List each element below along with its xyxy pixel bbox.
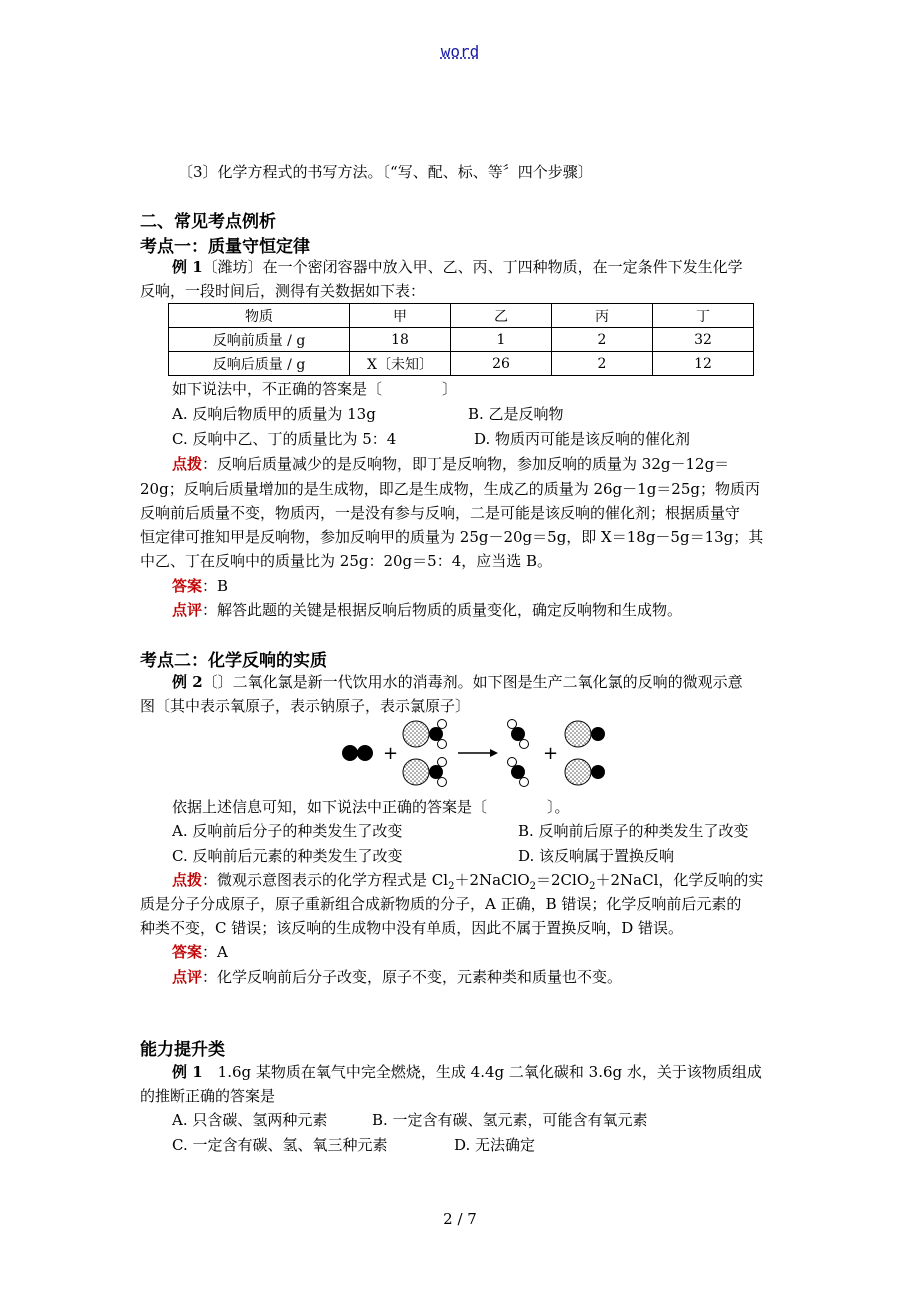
kp1-comment	[172, 599, 682, 621]
kp1-hint-line4: 恒定律可推知甲是反响物，参加反响甲的质量为 25g－20g＝5g，即 X＝18g－5g＝13g；其	[140, 528, 764, 546]
kp1-answer-label: 答案	[172, 577, 203, 595]
kp2-hint-text1d: ＋2NaCl，化学反响的实	[595, 871, 764, 889]
kp1-option-c: C. 反响中乙、丁的质量比为 5：4	[172, 430, 397, 448]
reaction-arrow	[458, 749, 498, 757]
kp1-option-a: A. 反响后物质甲的质量为 13g	[172, 405, 376, 423]
kp2-comment-label: 点评	[172, 968, 203, 986]
kp1-comment-text: ：解答此题的关键是根据反响后物质的质量变化，确定反响物和生成物。	[202, 601, 683, 619]
kp2-question: 依据上述信息可知，如下说法中正确的答案是〔 〕。	[172, 798, 570, 816]
chlorine-molecule	[342, 745, 373, 761]
table-header-row	[169, 304, 754, 328]
sodium-chloride-molecule	[565, 721, 605, 747]
kp2-example-label: 例 2	[172, 673, 203, 691]
table-cell: 26	[451, 352, 552, 376]
kp2-example-text1: 〔〕二氧化氯是新一代饮用水的消毒剂。如下图是生产二氧化氯的反响的微观示意	[202, 673, 743, 691]
kp2-answer-text: ：A	[202, 943, 228, 961]
kp2-answer-label: 答案	[172, 943, 203, 961]
kp2-hint-line3: 种类不变，C 错误；该反响的生成物中没有单质，因此不属于置换反响，D 错误。	[140, 919, 684, 937]
kp2-hint-label: 点拨	[172, 871, 203, 889]
kp1-option-b: B. 乙是反响物	[468, 405, 564, 423]
kp2-comment-text: ：化学反响前后分子改变，原子不变，元素种类和质量也不变。	[202, 968, 623, 986]
kp1-hint-line1	[172, 453, 729, 475]
section-title: 二、常见考点例析	[140, 212, 276, 232]
ability-option-a: A. 只含碳、氢两种元素	[172, 1111, 328, 1129]
table-cell: X〔未知〕	[350, 352, 451, 376]
header-word-link[interactable]: word	[440, 42, 480, 61]
ability-title: 能力提升类	[140, 1040, 225, 1060]
plus-sign: +	[383, 743, 399, 764]
ability-option-c: C. 一定含有碳、氢、氧三种元素	[172, 1136, 388, 1154]
sodium-chlorite-molecule	[403, 720, 447, 749]
ability-option-b: B. 一定含有碳、氢元素，可能含有氧元素	[372, 1111, 648, 1129]
table-cell: 12	[653, 352, 754, 376]
reaction-diagram	[338, 712, 618, 792]
table-header-cell: 丙	[552, 304, 653, 328]
kp1-question: 如下说法中，不正确的答案是〔 〕	[172, 380, 458, 398]
kp1-comment-label: 点评	[172, 601, 203, 619]
kp2-option-c: C. 反响前后元素的种类发生了改变	[172, 847, 403, 865]
kp1-example-label: 例 1	[172, 258, 203, 276]
chlorine-dioxide-molecule	[508, 758, 529, 787]
table-cell: 1	[451, 328, 552, 352]
table-header-cell: 丁	[653, 304, 754, 328]
kp2-option-a: A. 反响前后分子的种类发生了改变	[172, 822, 403, 840]
table-cell: 2	[552, 328, 653, 352]
table-row	[169, 328, 754, 352]
page-number: 2 / 7	[443, 1210, 477, 1228]
ability-example-label: 例 1	[172, 1063, 203, 1081]
intro-line: 〔3〕化学方程式的书写方法。〔“写、配、标、等〞四个步骤〕	[178, 163, 593, 181]
ability-example-line2: 的推断正确的答案是	[140, 1087, 276, 1105]
table-header-cell: 乙	[451, 304, 552, 328]
kp2-hint-sub3: 2	[589, 881, 596, 892]
table-cell: 2	[552, 352, 653, 376]
kp2-title: 考点二：化学反响的实质	[140, 651, 327, 671]
chlorine-dioxide-molecule	[508, 720, 529, 749]
kp2-answer	[172, 941, 228, 963]
plus-sign: +	[543, 743, 559, 764]
mass-data-table	[168, 303, 754, 376]
kp1-title: 考点一：质量守恒定律	[140, 237, 310, 257]
kp2-comment	[172, 966, 622, 988]
kp1-example-line2: 反响，一段时间后，测得有关数据如下表：	[140, 282, 426, 300]
kp1-hint-line5: 中乙、丁在反响中的质量比为 25g：20g＝5：4，应当选 B。	[140, 552, 553, 570]
kp1-hint-label: 点拨	[172, 455, 203, 473]
kp1-answer	[172, 575, 228, 597]
ability-example-text1: 1.6g 某物质在氧气中完全燃烧，生成 4.4g 二氧化碳和 3.6g 水，关于该物质组成	[202, 1063, 762, 1081]
kp2-hint-text1b: ＋2NaClO	[454, 871, 530, 889]
kp2-hint-sub1: 2	[448, 881, 455, 892]
kp1-answer-text: ：B	[202, 577, 229, 595]
kp1-hint-line3: 反响前后质量不变，物质丙，一是没有参与反响，二是可能是该反响的催化剂；根据质量守	[140, 504, 741, 522]
kp2-hint-line2: 质是分子分成原子，原子重新组合成新物质的分子，A 正确，B 错误；化学反响前后元素的	[140, 895, 742, 913]
table-cell: 32	[653, 328, 754, 352]
kp2-hint-text1c: ＝2ClO	[536, 871, 590, 889]
sodium-chloride-molecule	[565, 759, 605, 785]
table-header-cell: 甲	[350, 304, 451, 328]
kp2-hint-sub2: 2	[529, 881, 536, 892]
kp2-option-b: B. 反响前后原子的种类发生了改变	[518, 822, 749, 840]
table-cell: 反响后质量 / g	[169, 352, 350, 376]
ability-example-line1	[172, 1061, 762, 1083]
kp1-hint-text1: ：反响后质量减少的是反响物，即丁是反响物，参加反响的质量为 32g－12g＝	[202, 455, 730, 473]
table-row	[169, 352, 754, 376]
kp1-example-line1	[172, 256, 743, 278]
kp2-example-line2: 图〔其中表示氧原子，表示钠原子，表示氯原子〕	[140, 697, 471, 715]
kp1-option-d: D. 物质丙可能是该反响的催化剂	[474, 430, 691, 448]
kp1-example-text1: 〔潍坊〕在一个密闭容器中放入甲、乙、丙、丁四种物质，在一定条件下发生化学	[202, 258, 743, 276]
ability-option-d: D. 无法确定	[454, 1136, 536, 1154]
table-header-cell: 物质	[169, 304, 350, 328]
kp2-example-line1	[172, 671, 743, 693]
table-cell: 18	[350, 328, 451, 352]
sodium-chlorite-molecule	[403, 758, 447, 787]
kp2-hint-text1a: ：微观示意图表示的化学方程式是 Cl	[202, 871, 449, 889]
kp2-option-d: D. 该反响属于置换反响	[518, 847, 675, 865]
table-cell: 反响前质量 / g	[169, 328, 350, 352]
kp1-hint-line2: 20g；反响后质量增加的是生成物，即乙是生成物，生成乙的质量为 26g－1g＝25g；物质丙	[140, 480, 760, 498]
